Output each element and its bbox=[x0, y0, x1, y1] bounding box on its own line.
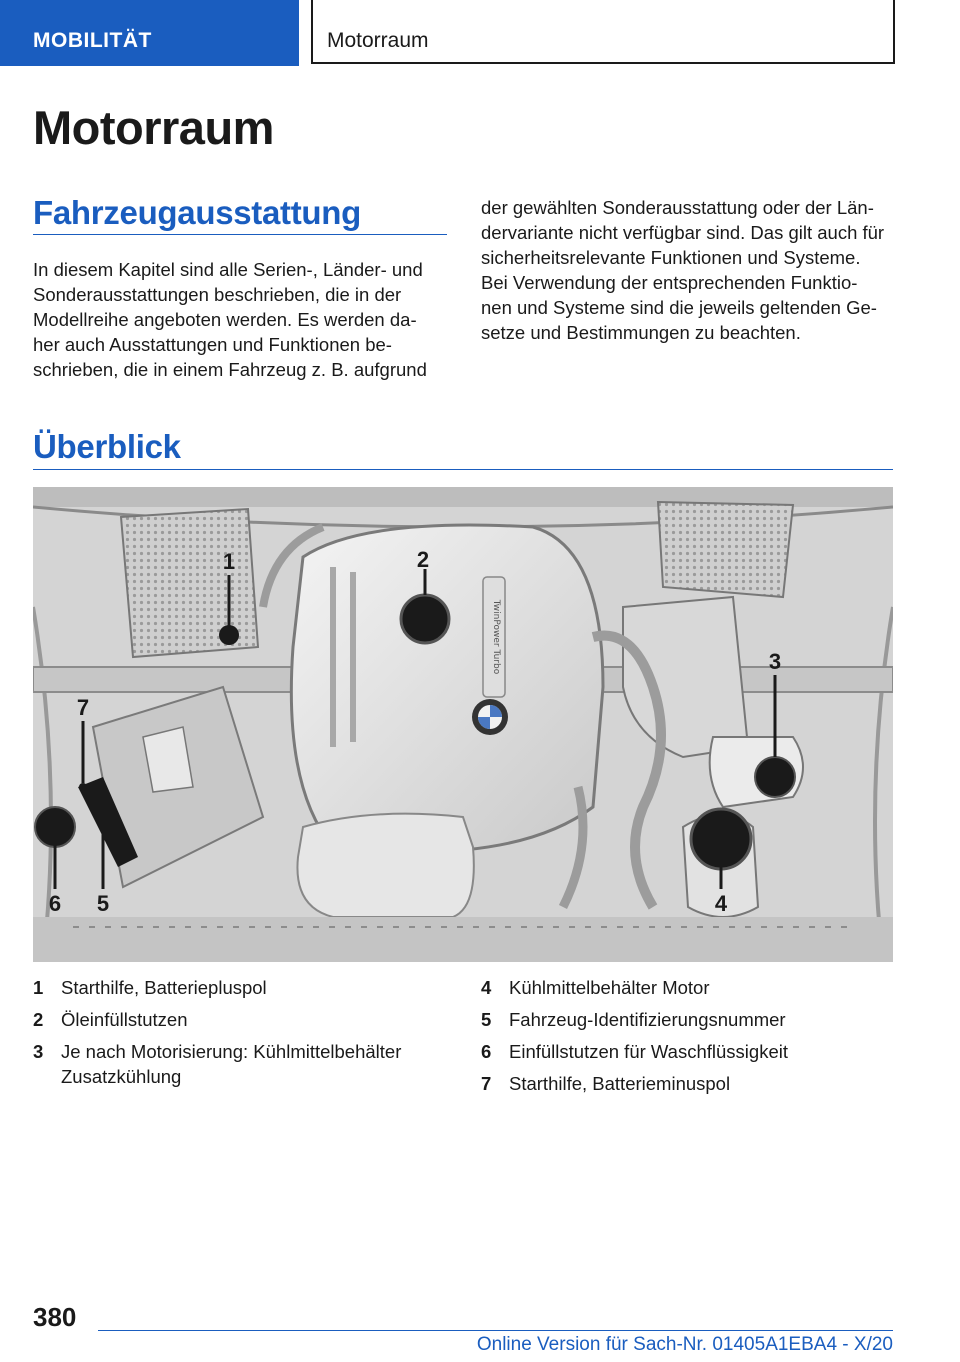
legend-column-right bbox=[481, 975, 893, 1103]
callout-7: 7 bbox=[76, 695, 90, 720]
intro-paragraph-col1 bbox=[33, 257, 427, 382]
callout-2: 2 bbox=[416, 547, 430, 572]
callout-1: 1 bbox=[222, 549, 236, 574]
text-line: Sonderausstattungen beschrieben, die in der bbox=[33, 284, 402, 305]
text-line: setze und Bestimmungen zu beachten. bbox=[481, 322, 801, 343]
text-line: Bei Verwendung der entsprechenden Funktio- bbox=[481, 272, 858, 293]
legend-item bbox=[481, 1007, 893, 1032]
legend-text: Fahrzeug-Identifizierungsnummer bbox=[509, 1009, 786, 1030]
section-title-ueberblick: Überblick bbox=[33, 428, 181, 465]
text-line: sicherheitsrelevante Funktionen und Systeme. bbox=[481, 247, 861, 268]
intro-paragraph-col2 bbox=[481, 195, 884, 345]
text-line: der gewählten Sonderausstattung oder der Län- bbox=[481, 197, 874, 218]
callout-5: 5 bbox=[96, 891, 110, 916]
callout-6: 6 bbox=[48, 891, 62, 916]
legend-item bbox=[33, 1039, 453, 1089]
text-line: dervariante nicht verfügbar sind. Das gilt auch für bbox=[481, 222, 885, 243]
legend-item bbox=[33, 975, 453, 1000]
header-section-tab: MOBILITÄT bbox=[0, 0, 299, 66]
legend-text: Kühlmittelbehälter Motor bbox=[509, 977, 710, 998]
legend-number: 5 bbox=[481, 1009, 492, 1030]
text-line: Modellreihe angeboten werden. Es werden da- bbox=[33, 309, 417, 330]
legend-item bbox=[481, 1039, 893, 1064]
engine-bay-figure bbox=[33, 487, 893, 962]
section-title-fahrzeugausstattung: Fahrzeugausstattung bbox=[33, 194, 361, 231]
page-number: 380 bbox=[33, 1302, 77, 1332]
legend-item bbox=[33, 1007, 453, 1032]
legend-text: Je nach Motorisierung: Kühlmittelbehälter bbox=[61, 1041, 402, 1062]
legend-column-left bbox=[33, 975, 453, 1096]
legend-text: Zusatzkühlung bbox=[61, 1066, 182, 1087]
page-title: Motorraum bbox=[33, 101, 274, 154]
footer-rule bbox=[98, 1330, 893, 1331]
text-line: In diesem Kapitel sind alle Serien-, Länder- und bbox=[33, 259, 423, 280]
legend-number: 7 bbox=[481, 1073, 492, 1094]
legend-text: Öleinfüllstutzen bbox=[61, 1009, 188, 1030]
legend-item bbox=[481, 1071, 893, 1096]
section-rule bbox=[33, 234, 447, 235]
legend-number: 4 bbox=[481, 977, 492, 998]
legend-text: Starthilfe, Batterieminuspol bbox=[509, 1073, 731, 1094]
footer-online-version-link[interactable]: Online Version für Sach-Nr. 01405A1EBA4 - X/20 bbox=[476, 1334, 893, 1355]
legend-number: 3 bbox=[33, 1041, 44, 1062]
text-line: nen und Systeme sind die jeweils geltenden Ge- bbox=[481, 297, 877, 318]
legend-number: 6 bbox=[481, 1041, 492, 1062]
legend-number: 1 bbox=[33, 977, 44, 998]
legend-number: 2 bbox=[33, 1009, 44, 1030]
text-line: schrieben, die in einem Fahrzeug z. B. aufgrund bbox=[33, 359, 427, 380]
header-chapter-box: Motorraum bbox=[311, 0, 895, 64]
callout-3: 3 bbox=[768, 649, 782, 674]
section-rule bbox=[33, 469, 893, 470]
text-line: her auch Ausstattungen und Funktionen be- bbox=[33, 334, 392, 355]
legend-text: Einfüllstutzen für Waschflüssigkeit bbox=[509, 1041, 788, 1062]
legend-text: Starthilfe, Batteriepluspol bbox=[61, 977, 267, 998]
twinpower-label: TwinPower Turbo bbox=[491, 599, 501, 675]
callout-4: 4 bbox=[714, 891, 728, 916]
legend-item bbox=[481, 975, 893, 1000]
